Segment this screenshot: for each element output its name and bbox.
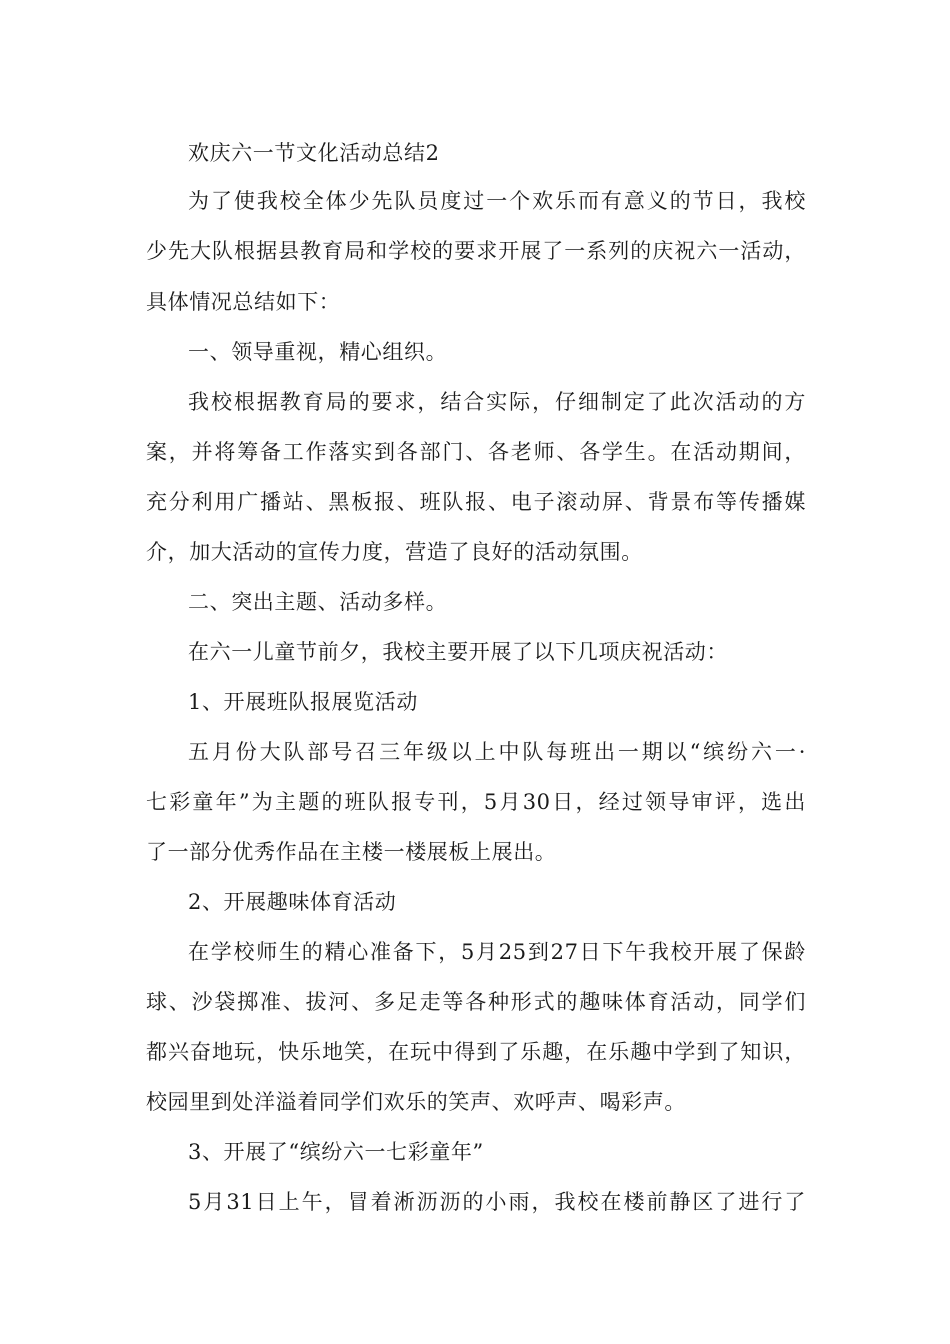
paragraph-line: 具体情况总结如下： (146, 290, 341, 314)
paragraph-line: 在六一儿童节前夕，我校主要开展了以下几项庆祝活动： (188, 640, 728, 664)
subsection-heading: 2、开展趣味体育活动 (188, 890, 397, 914)
paragraph-line: 介，加大活动的宣传力度，营造了良好的活动氛围。 (146, 540, 643, 564)
paragraph-line: 校园里到处洋溢着同学们欢乐的笑声、欢呼声、喝彩声。 (146, 1090, 686, 1114)
paragraph-line: 少先大队根据县教育局和学校的要求开展了一系列的庆祝六一活动， (146, 239, 806, 263)
section-heading: 一、领导重视，精心组织。 (188, 340, 448, 364)
subsection-heading: 3、开展了“缤纷六一七彩童年” (188, 1140, 484, 1164)
paragraph-line: 为了使我校全体少先队员度过一个欢乐而有意义的节日，我校 (188, 189, 806, 213)
paragraph-line: 球、沙袋掷准、拔河、多足走等各种形式的趣味体育活动，同学们 (146, 990, 806, 1014)
paragraph-line: 5月31日上午，冒着淅沥沥的小雨，我校在楼前静区了进行了 (188, 1190, 806, 1214)
document-title: 欢庆六一节文化活动总结2 (188, 141, 440, 165)
paragraph-line: 都兴奋地玩，快乐地笑，在玩中得到了乐趣，在乐趣中学到了知识， (146, 1040, 806, 1064)
subsection-heading: 1、开展班队报展览活动 (188, 690, 418, 714)
paragraph-line: 七彩童年”为主题的班队报专刊，5月30日，经过领导审评，选出 (146, 790, 806, 814)
paragraph-line: 我校根据教育局的要求，结合实际，仔细制定了此次活动的方 (188, 390, 806, 414)
paragraph-line: 在学校师生的精心准备下，5月25到27日下午我校开展了保龄 (188, 940, 806, 964)
paragraph-line: 充分利用广播站、黑板报、班队报、电子滚动屏、背景布等传播媒 (146, 490, 806, 514)
paragraph-line: 五月份大队部号召三年级以上中队每班出一期以“缤纷六一· (188, 740, 806, 764)
paragraph-line: 了一部分优秀作品在主楼一楼展板上展出。 (146, 840, 557, 864)
paragraph-line: 案，并将筹备工作落实到各部门、各老师、各学生。在活动期间， (146, 440, 806, 464)
section-heading: 二、突出主题、活动多样。 (188, 590, 448, 614)
